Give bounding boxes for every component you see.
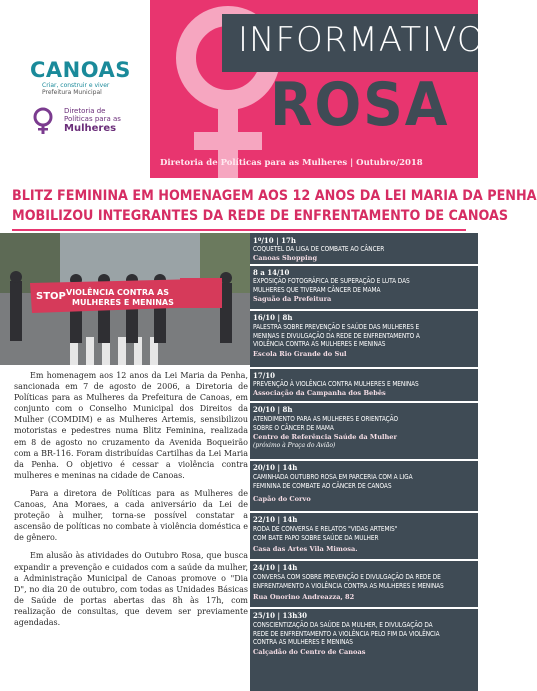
event-date: 1º/10 | 17h [253, 236, 296, 245]
event-place: Centro de Referência Saúde da Mulher [253, 433, 397, 441]
event-place: Calçadão do Centro de Canoas [253, 648, 366, 656]
event-separator [250, 607, 478, 609]
event-place: Canoas Shopping [253, 254, 318, 262]
event-separator [250, 401, 478, 403]
event-date: 20/10 | 8h [253, 405, 293, 414]
blitz-photo [0, 233, 250, 365]
title-informativo: INFORMATIVO [238, 20, 485, 60]
event-place: Escola Rio Grande do Sul [253, 350, 347, 358]
event-title: ATENDIMENTO PARA AS MULHERES E ORIENTAÇÃO SOBRE O CÂNCER DE MAMA [253, 415, 399, 432]
headline-line-2: MOBILIZOU INTEGRANTES DA REDE DE ENFRENTAMENTO DE CANOAS [12, 208, 509, 224]
event-place: Casa das Artes Vila Mimosa. [253, 545, 358, 553]
event-separator [250, 309, 478, 311]
directorate-line-3: Mulheres [64, 123, 117, 134]
event-title: RODA DE CONVERSA E RELATOS "VIDAS ARTEMIS" COM BATE PAPO SOBRE SAÚDE DA MULHER [253, 525, 398, 542]
event-title: CONVERSA COM SOBRE PREVENÇÃO E DIVULGAÇÃO DA REDE DE ENFRENTAMENTO A VIOLÊNCIA CONTRA AS MULHERES E MENINAS [253, 573, 444, 590]
headline-divider [12, 229, 466, 231]
headline [12, 186, 537, 226]
event-separator [250, 559, 478, 561]
event-date: 20/10 | 14h [253, 463, 298, 472]
event-place: Capão do Corvo [253, 495, 311, 503]
canoas-logo [30, 58, 140, 96]
event-title: CAMINHADA OUTUBRO ROSA EM PARCERIA COM A LIGA FEMININA DE COMBATE AO CÂNCER DE CANOAS [253, 473, 413, 490]
event-separator [250, 459, 478, 461]
event-date: 24/10 | 14h [253, 563, 298, 572]
event-title: EXPOSIÇÃO FOTOGRÁFICA DE SUPERAÇÃO E LUTA DAS MULHERES QUE TIVERAM CÂNCER DE MAMA [253, 277, 410, 294]
header-subtitle: Diretoria de Políticas para as Mulheres | Outubro/2018 [160, 158, 423, 168]
article-paragraph-3: Em alusão às atividades do Outubro Rosa, que busca expandir a prevenção e cuidados com a saúde da mulher, a Administração Municipal de Canoas promove o "Dia D", no dia 20 de outubro, com todas as Unidades Básicas de Saúde de portas abertas das 8h às 17h, com realização de consultas, que devem ser previamente agendadas. [14, 551, 248, 627]
directorate-logo [30, 105, 150, 137]
canoas-tagline: Criar, construir e viver [42, 82, 110, 89]
event-title: PREVENÇÃO À VIOLÊNCIA CONTRA MULHERES E MENINAS [253, 380, 419, 388]
events-sidebar [250, 233, 478, 691]
banner-text-stop: STOP [36, 291, 66, 302]
event-place: Rua Onorino Andreazza, 82 [253, 593, 355, 601]
headline-line-1: BLITZ FEMININA EM HOMENAGEM AOS 12 ANOS DA LEI MARIA DA PENHA [12, 188, 537, 204]
event-separator [250, 511, 478, 513]
event-date: 8 a 14/10 [253, 268, 290, 277]
article-body [14, 370, 248, 635]
directorate-line-1: Diretoria de [64, 107, 106, 115]
directorate-line-2: Políticas para as [64, 115, 121, 123]
event-date: 25/10 | 13h30 [253, 611, 308, 620]
article-paragraph-2: Para a diretora de Políticas para as Mulheres de Canoas, Ana Moraes, a cada aniversário da Lei de proteção à mulher, torna-se possível constatar a ascensão de políticas no combate à violência doméstica e de gênero. [14, 488, 248, 543]
header [0, 0, 485, 178]
title-rosa: ROSA [270, 70, 450, 140]
article-paragraph-1: Em homenagem aos 12 anos da Lei Maria da Penha, sancionada em 7 de agosto de 2006, a Diretoria de Políticas para as Mulheres da Prefeitura de Canoas, em conjunto com o Conselho Municipal dos Direitos da Mulher (COMDIM) e as Mulheres Artemis, sensibilizou motoristas e pedestres numa Blitz Feminina, realizada em 8 de agosto no cruzamento da Avenida Boqueirão com a BR-116. Foram distribuídas Cartilhas da Lei Maria da Penha. O objetivo é cessar a violência contra mulheres e meninas na cidade de Canoas. [14, 371, 248, 480]
event-separator [250, 264, 478, 266]
banner-text-line-2: MULHERES E MENINAS [72, 298, 174, 307]
event-date: 17/10 [253, 371, 276, 380]
canoas-tagline-2: Prefeitura Municipal [42, 89, 102, 96]
event-date: 16/10 | 8h [253, 313, 293, 322]
blitz-photo-illustration [0, 233, 250, 365]
event-title: COQUETEL DA LIGA DE COMBATE AO CÂNCER [253, 245, 385, 253]
event-note: (próximo à Praça do Avião) [253, 442, 336, 449]
event-title: PALESTRA SOBRE PREVENÇÃO E SAÚDE DAS MULHERES E MENINAS E DIVULGAÇÃO DA REDE DE ENFRENTAMENTO A VIOLÊNCIA CONTRA AS MULHERES E MENINAS [253, 323, 420, 349]
event-separator [250, 367, 478, 369]
event-place: Saguão da Prefeitura [253, 295, 332, 303]
event-place: Associação da Campanha dos Bebês [253, 389, 386, 397]
banner-text-line-1: VIOLÊNCIA CONTRA AS [66, 288, 169, 297]
canoas-wordmark: CANOAS [30, 58, 131, 82]
directorate-venus-icon [30, 107, 56, 135]
event-title: CONSCIENTIZAÇÃO DA SAÚDE DA MULHER, E DIVULGAÇÃO DA REDE DE ENFRENTAMENTO A VIOLÊNCIA PELO FIM DA VIOLÊNCIA CONTRA AS MULHERES E MENINAS [253, 621, 440, 647]
event-date: 22/10 | 14h [253, 515, 298, 524]
